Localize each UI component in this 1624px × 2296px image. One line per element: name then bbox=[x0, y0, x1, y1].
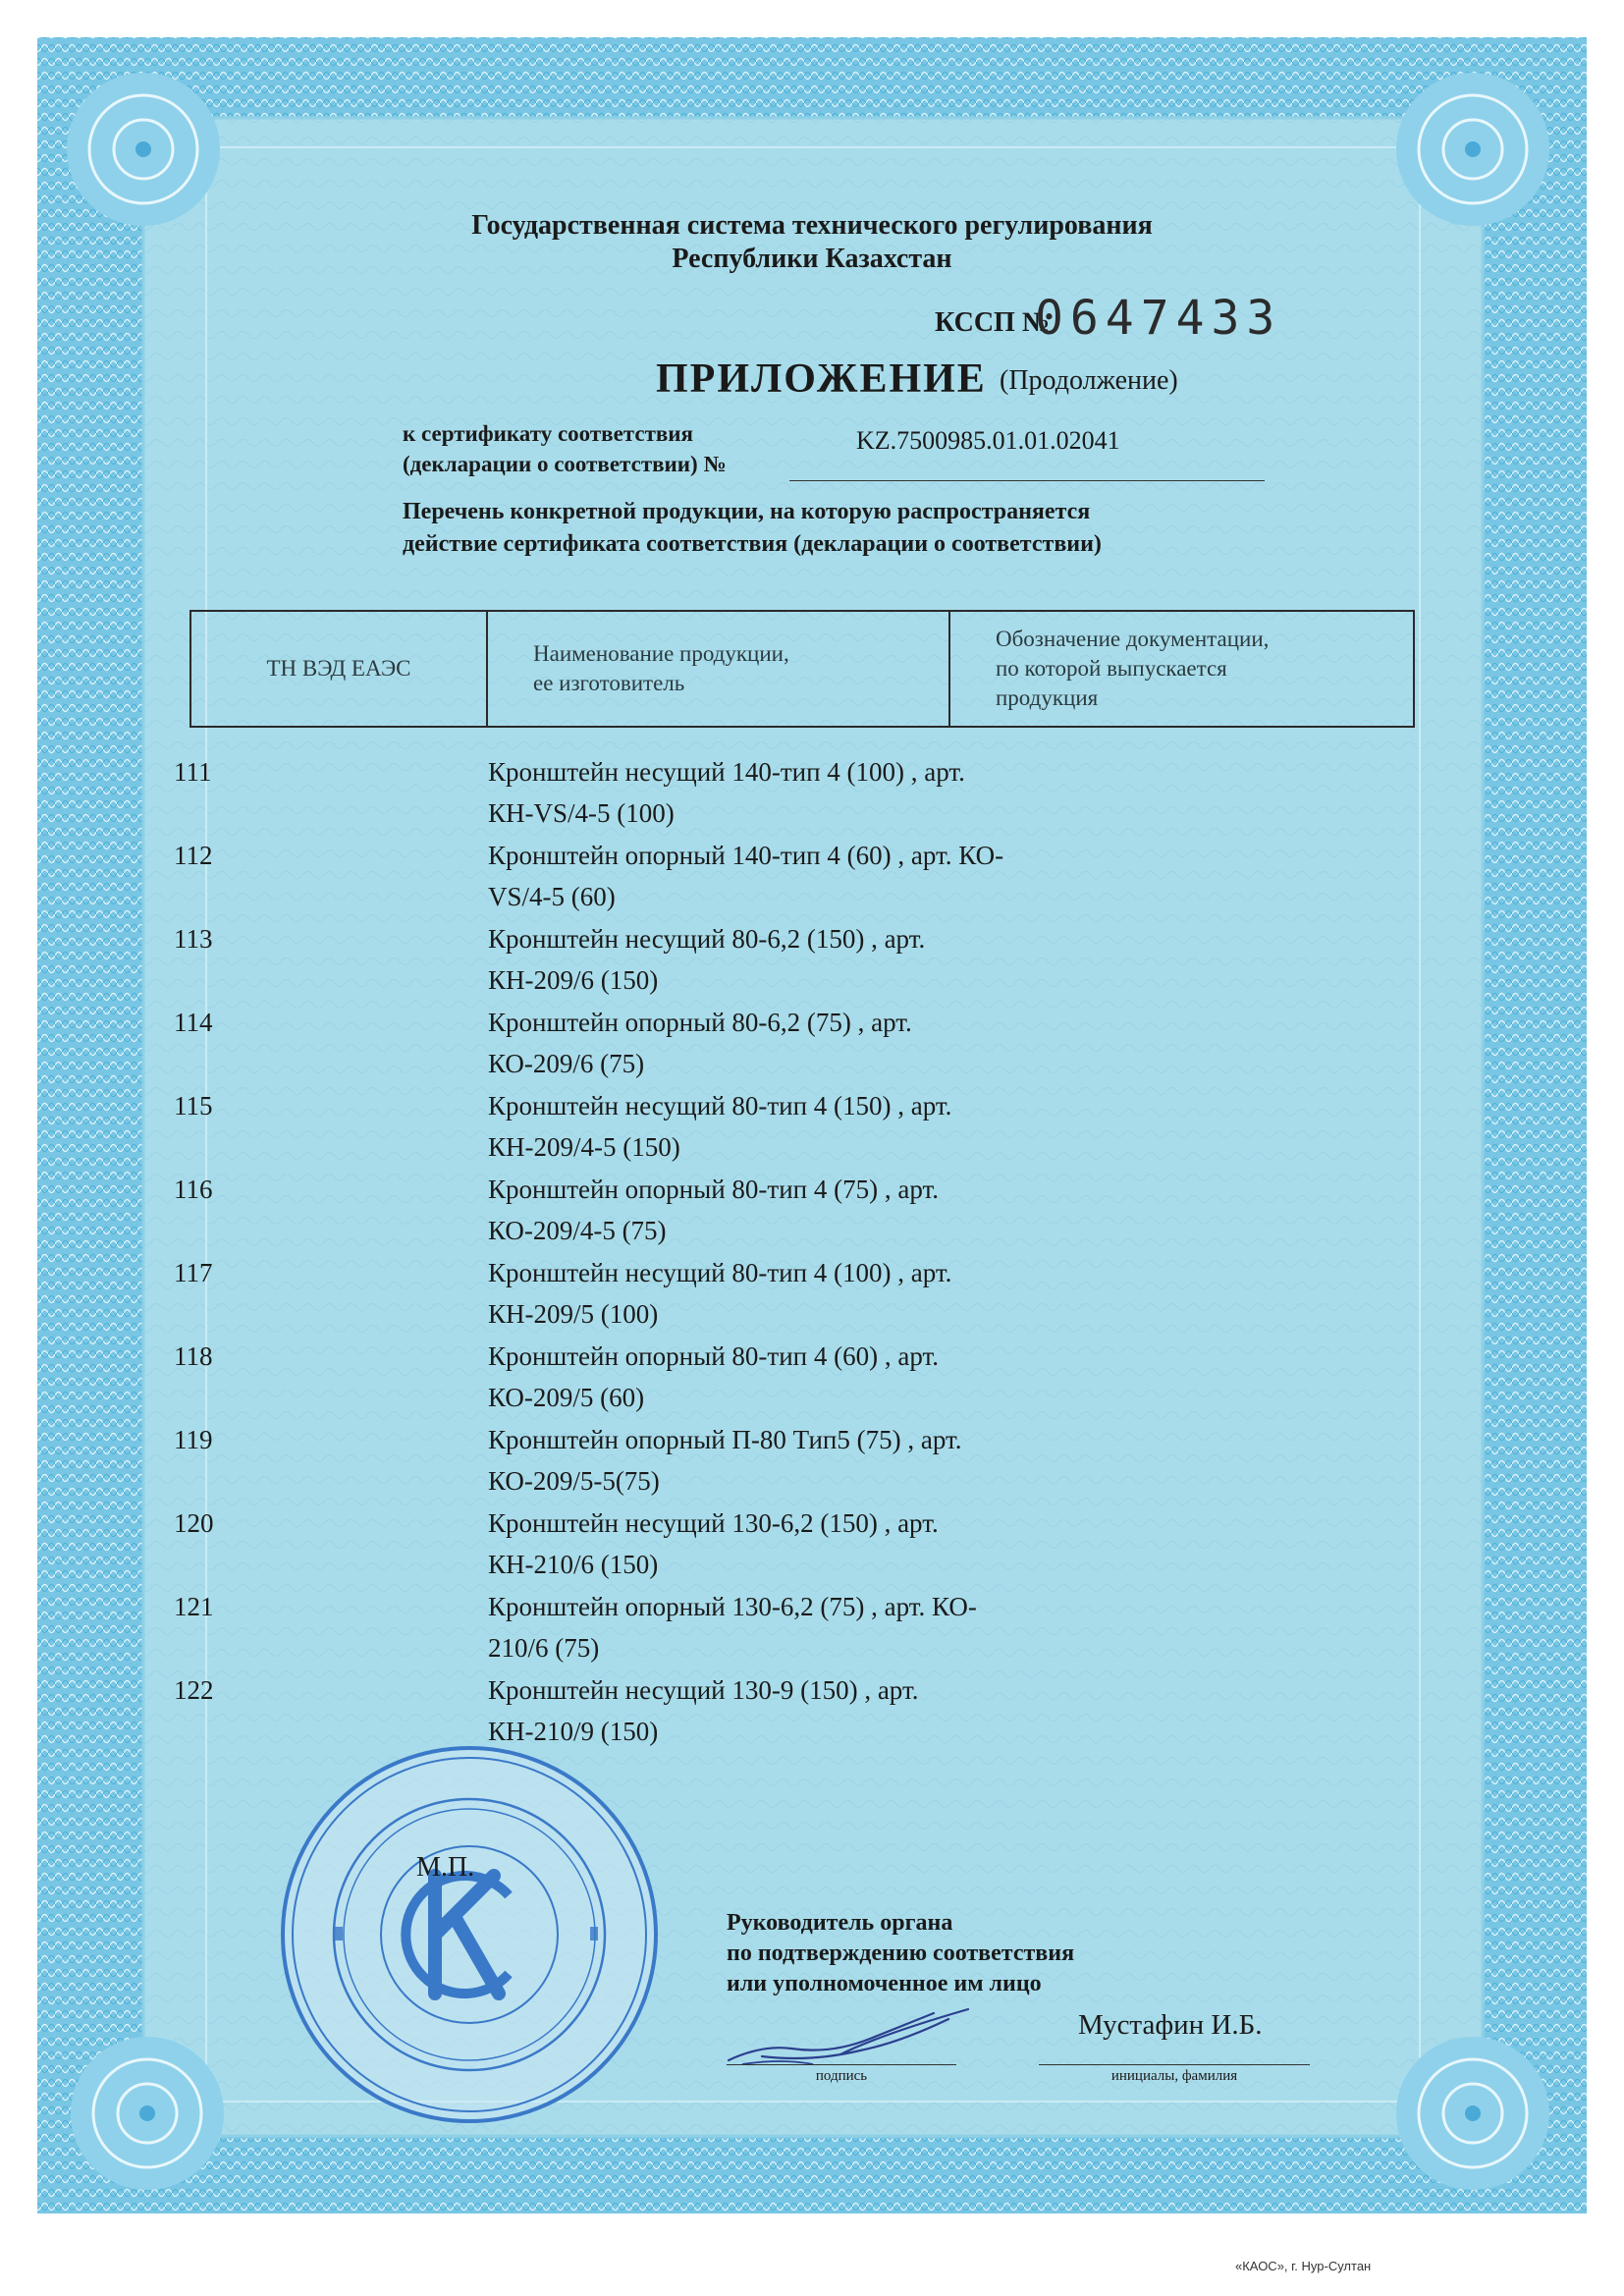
product-name-line-1: Кронштейн несущий 130-9 (150) , арт. bbox=[488, 1675, 919, 1705]
product-name bbox=[488, 1503, 1097, 1585]
signatory-title-line-1: Руководитель органа bbox=[727, 1910, 953, 1936]
kssp-number: 0647433 bbox=[1035, 291, 1282, 346]
product-name-line-1: Кронштейн несущий 80-тип 4 (150) , арт. bbox=[488, 1091, 952, 1121]
row-number: 115 bbox=[174, 1091, 213, 1121]
product-name-line-2: КН-210/9 (150) bbox=[488, 1717, 659, 1746]
signature-caption: подпись bbox=[815, 2068, 868, 2084]
signatory-title-line-3: или уполномоченное им лицо bbox=[727, 1971, 1042, 1996]
product-name-line-1: Кронштейн опорный 80-тип 4 (60) , арт. bbox=[488, 1341, 939, 1371]
column-header-product-line-1: Наименование продукции, bbox=[533, 641, 789, 666]
product-name-line-2: КН-209/6 (150) bbox=[488, 965, 659, 995]
row-number: 122 bbox=[174, 1675, 214, 1705]
row-number: 111 bbox=[174, 757, 212, 787]
signatory-name: Мустафин И.Б. bbox=[1078, 2009, 1263, 2041]
product-name bbox=[488, 1336, 1097, 1418]
product-name bbox=[488, 835, 1097, 917]
row-number: 120 bbox=[174, 1508, 214, 1538]
stamp-place-label: М.П. bbox=[416, 1852, 475, 1883]
handwritten-signature-icon bbox=[723, 2005, 978, 2076]
corner-rosette-bl-icon bbox=[71, 2037, 224, 2190]
product-name-line-1: Кронштейн опорный 130-6,2 (75) , арт. КО- bbox=[488, 1592, 977, 1621]
certificate-number: KZ.7500985.01.01.02041 bbox=[856, 426, 1120, 455]
column-header-product bbox=[488, 612, 950, 726]
column-header-tnved: ТН ВЭД ЕАЭС bbox=[191, 612, 488, 726]
product-name-line-2: VS/4-5 (60) bbox=[488, 882, 616, 911]
product-table-header bbox=[189, 610, 1415, 728]
product-name-line-1: Кронштейн опорный П-80 Тип5 (75) , арт. bbox=[488, 1425, 962, 1454]
name-caption: инициалы, фамилия bbox=[1110, 2068, 1238, 2084]
row-number: 116 bbox=[174, 1175, 213, 1204]
product-name-line-2: КО-209/4-5 (75) bbox=[488, 1216, 667, 1245]
row-number: 119 bbox=[174, 1425, 213, 1454]
product-name-line-1: Кронштейн несущий 140-тип 4 (100) , арт. bbox=[488, 757, 965, 787]
certificate-number-underline bbox=[789, 480, 1265, 481]
product-name-line-2: КО-209/6 (75) bbox=[488, 1049, 645, 1078]
certificate-reference-line-1: к сертификату соответствия bbox=[403, 421, 693, 446]
product-name bbox=[488, 918, 1097, 1001]
appendix-title: ПРИЛОЖЕНИЕ bbox=[656, 356, 987, 402]
signature-line bbox=[727, 2064, 956, 2065]
product-name-line-1: Кронштейн несущий 80-6,2 (150) , арт. bbox=[488, 924, 926, 954]
product-name-line-1: Кронштейн несущий 80-тип 4 (100) , арт. bbox=[488, 1258, 952, 1287]
row-number: 113 bbox=[174, 924, 213, 954]
product-name-line-1: Кронштейн несущий 130-6,2 (150) , арт. bbox=[488, 1508, 939, 1538]
corner-rosette-tr-icon bbox=[1396, 73, 1549, 226]
column-header-documentation bbox=[950, 612, 1413, 726]
product-name-line-2: КО-209/5 (60) bbox=[488, 1383, 645, 1412]
column-header-documentation-line-3: продукция bbox=[996, 685, 1099, 710]
column-header-documentation-line-2: по которой выпускается bbox=[996, 656, 1227, 681]
product-list-heading bbox=[403, 496, 1102, 561]
row-number: 112 bbox=[174, 841, 213, 870]
row-number: 114 bbox=[174, 1008, 213, 1037]
product-name-line-2: КН-VS/4-5 (100) bbox=[488, 798, 675, 828]
certificate-reference-label bbox=[403, 418, 727, 479]
name-line bbox=[1039, 2064, 1310, 2065]
product-name-line-1: Кронштейн опорный 80-тип 4 (75) , арт. bbox=[488, 1175, 939, 1204]
product-name-line-2: КН-210/6 (150) bbox=[488, 1550, 659, 1579]
corner-rosette-tl-icon bbox=[67, 73, 220, 226]
product-name bbox=[488, 1002, 1097, 1084]
product-list-heading-line-1: Перечень конкретной продукции, на которую распространяется bbox=[403, 499, 1091, 524]
kssp-label: КССП № bbox=[935, 307, 1050, 338]
product-name-line-2: КН-209/5 (100) bbox=[488, 1299, 659, 1329]
product-name bbox=[488, 1252, 1097, 1335]
certificate-reference-line-2: (декларации о соответствии) № bbox=[403, 452, 727, 476]
product-list-heading-line-2: действие сертификата соответствия (декларации о соответствии) bbox=[403, 531, 1102, 557]
product-name-line-2: КН-209/4-5 (150) bbox=[488, 1132, 680, 1162]
signatory-title-line-2: по подтверждению соответствия bbox=[727, 1941, 1075, 1966]
product-name-line-2: КО-209/5-5(75) bbox=[488, 1466, 660, 1496]
product-name-line-2: 210/6 (75) bbox=[488, 1633, 600, 1663]
printer-imprint: «КАОС», г. Нур-Султан bbox=[1235, 2259, 1372, 2273]
authority-line-2: Республики Казахстан bbox=[672, 244, 952, 274]
product-name-line-1: Кронштейн опорный 140-тип 4 (60) , арт. КО- bbox=[488, 841, 1004, 870]
product-name bbox=[488, 1419, 1097, 1502]
authority-line-1: Государственная система технического регулирования bbox=[471, 210, 1153, 241]
corner-rosette-br-icon bbox=[1396, 2037, 1549, 2190]
appendix-subtitle: (Продолжение) bbox=[1000, 365, 1178, 396]
official-seal-icon bbox=[273, 1738, 666, 2131]
product-name bbox=[488, 1085, 1097, 1168]
issuing-authority bbox=[0, 209, 1624, 276]
row-number: 121 bbox=[174, 1592, 214, 1621]
column-header-documentation-line-1: Обозначение документации, bbox=[996, 627, 1270, 651]
product-name-line-1: Кронштейн опорный 80-6,2 (75) , арт. bbox=[488, 1008, 912, 1037]
product-name bbox=[488, 1169, 1097, 1251]
column-header-product-line-2: ее изготовитель bbox=[533, 671, 685, 695]
product-name bbox=[488, 751, 1097, 834]
product-name bbox=[488, 1586, 1097, 1668]
row-number: 118 bbox=[174, 1341, 213, 1371]
row-number: 117 bbox=[174, 1258, 213, 1287]
signatory-title bbox=[727, 1908, 1074, 1999]
